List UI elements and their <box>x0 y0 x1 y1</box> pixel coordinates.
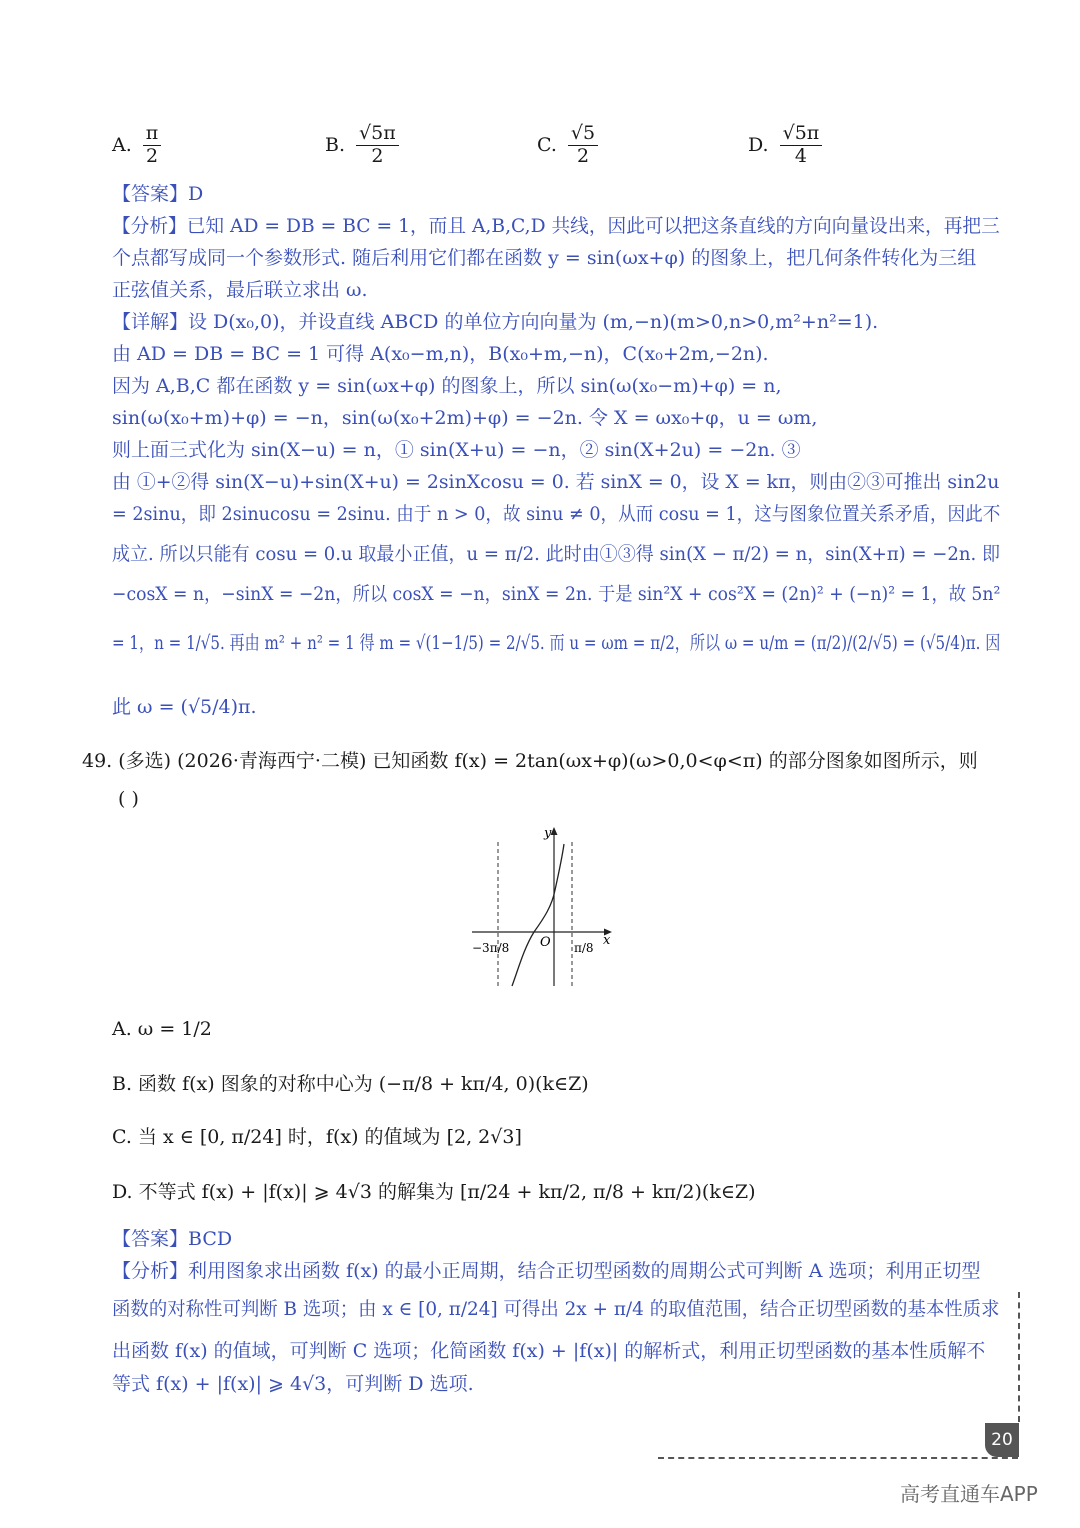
previous-detail-line: 此 ω = (√5/4)π. <box>112 696 257 718</box>
previous-detail-line: = 1，n = 1/√5. 再由 m² + n² = 1 得 m = √(1−1/5) = 2/√5. 而 u = ωm = π/2，所以 ω = u/m = (π/2)/(2/√5) = (√5/4)π. 因 <box>112 632 1001 654</box>
question-option-b: B. 函数 f(x) 图象的对称中心为 (−π/8 + kπ/4, 0)(k∈Z) <box>112 1073 589 1095</box>
y-axis-arrow <box>551 827 558 835</box>
option-c: C. $\frac{√5}{2}$ <box>537 124 601 167</box>
option-d: D. $\frac{√5\pi}{4}$ <box>748 124 825 167</box>
tangent-graph <box>466 820 616 992</box>
answer-line: 【答案】BCD <box>112 1228 233 1250</box>
dashed-border-vertical <box>1018 1292 1020 1422</box>
previous-analysis-line: 【分析】已知 AD = DB = BC = 1，而且 A,B,C,D 共线，因此可以把这条直线的方向向量设出来，再把三 <box>112 215 1000 237</box>
previous-detail-line: = 2sinu，即 2sinucosu = 2sinu. 由于 n > 0，故 sinu ≠ 0，从而 cosu = 1，这与图象位置关系矛盾，因此不 <box>112 503 1001 525</box>
previous-answer: 【答案】D <box>112 183 204 205</box>
previous-analysis-line: 正弦值关系，最后联立求出 ω. <box>112 279 368 301</box>
watermark-text: 高考直通车APP <box>900 1482 1038 1506</box>
analysis-line: 函数的对称性可判断 B 选项；由 x ∈ [0, π/24] 可得出 2x + π/4 的取值范围，结合正切型函数的基本性质求 <box>112 1298 1000 1320</box>
question-option-c: C. 当 x ∈ [0, π/24] 时，f(x) 的值域为 [2, 2√3] <box>112 1126 522 1148</box>
previous-detail-line: −cosX = n，−sinX = −2n，所以 cosX = −n，sinX = 2n. 于是 sin²X + cos²X = (2n)² + (−n)² = 1，故 5n² <box>112 583 1001 605</box>
question-stem <box>82 752 978 771</box>
question-option-d: D. 不等式 f(x) + |f(x)| ⩾ 4√3 的解集为 [π/24 + kπ/2, π/8 + kπ/2)(k∈Z) <box>112 1181 756 1203</box>
previous-question-options <box>112 124 872 174</box>
analysis-line: 出函数 f(x) 的值域，可判断 C 选项；化简函数 f(x) + |f(x)| 的解析式，利用正切型函数的基本性质解不 <box>112 1340 986 1362</box>
origin-label: O <box>540 935 551 950</box>
left-tick-label: −3π/8 <box>472 941 510 955</box>
option-b: B. $\frac{√5\pi}{2}$ <box>325 124 402 167</box>
tangent-curve <box>512 844 564 986</box>
previous-detail-line: 成立. 所以只能有 cosu = 0.u 取最小正值，u = π/2. 此时由①③得 sin(X − π/2) = n，sin(X+π) = −2n. 即 <box>112 543 1000 565</box>
previous-detail-line: 因为 A,B,C 都在函数 y = sin(ωx+φ) 的图象上，所以 sin(ω(x₀−m)+φ) = n, <box>112 375 782 397</box>
question-text: (多选) (2026·青海西宁·二模) 已知函数 f(x) = 2tan(ωx+φ)(ω>0,0<φ<π) 的部分图象如图所示，则 <box>118 750 978 772</box>
previous-detail-line: 由 ①+②得 sin(X−u)+sin(X+u) = 2sinXcosu = 0. 若 sinX = 0，设 X = kπ，则由②③可推出 sin2u <box>112 471 1000 493</box>
question-number: 49. <box>82 750 113 772</box>
previous-analysis-line: 个点都写成同一个参数形式. 随后利用它们都在函数 y = sin(ωx+φ) 的图象上，把几何条件转化为三组 <box>112 247 977 269</box>
previous-detail-line: 由 AD = DB = BC = 1 可得 A(x₀−m,n)，B(x₀+m,−n)，C(x₀+2m,−2n). <box>112 343 769 365</box>
previous-detail-line: 【详解】设 D(x₀,0)，并设直线 ABCD 的单位方向向量为 (m,−n)(m>0,n>0,m²+n²=1). <box>112 311 879 333</box>
previous-detail-line: 则上面三式化为 sin(X−u) = n，① sin(X+u) = −n，② sin(X+2u) = −2n. ③ <box>112 439 801 461</box>
previous-detail-line: sin(ω(x₀+m)+φ) = −n，sin(ω(x₀+2m)+φ) = −2n. 令 X = ωx₀+φ，u = ωm, <box>112 407 818 429</box>
answer-blank: ( ) <box>118 788 139 810</box>
question-option-a: A. ω = 1/2 <box>112 1018 212 1040</box>
option-a: A. $\frac{\pi}{2}$ <box>112 124 164 167</box>
analysis-line: 等式 f(x) + |f(x)| ⩾ 4√3，可判断 D 选项. <box>112 1373 474 1395</box>
analysis-line: 【分析】利用图象求出函数 f(x) 的最小正周期，结合正切型函数的周期公式可判断 A 选项；利用正切型 <box>112 1260 981 1282</box>
y-axis-label: y <box>544 826 552 841</box>
page-number: 20 <box>985 1423 1019 1457</box>
dashed-border-horizontal <box>658 1457 1018 1459</box>
right-tick-label: π/8 <box>574 941 594 955</box>
x-axis-label: x <box>603 933 611 948</box>
